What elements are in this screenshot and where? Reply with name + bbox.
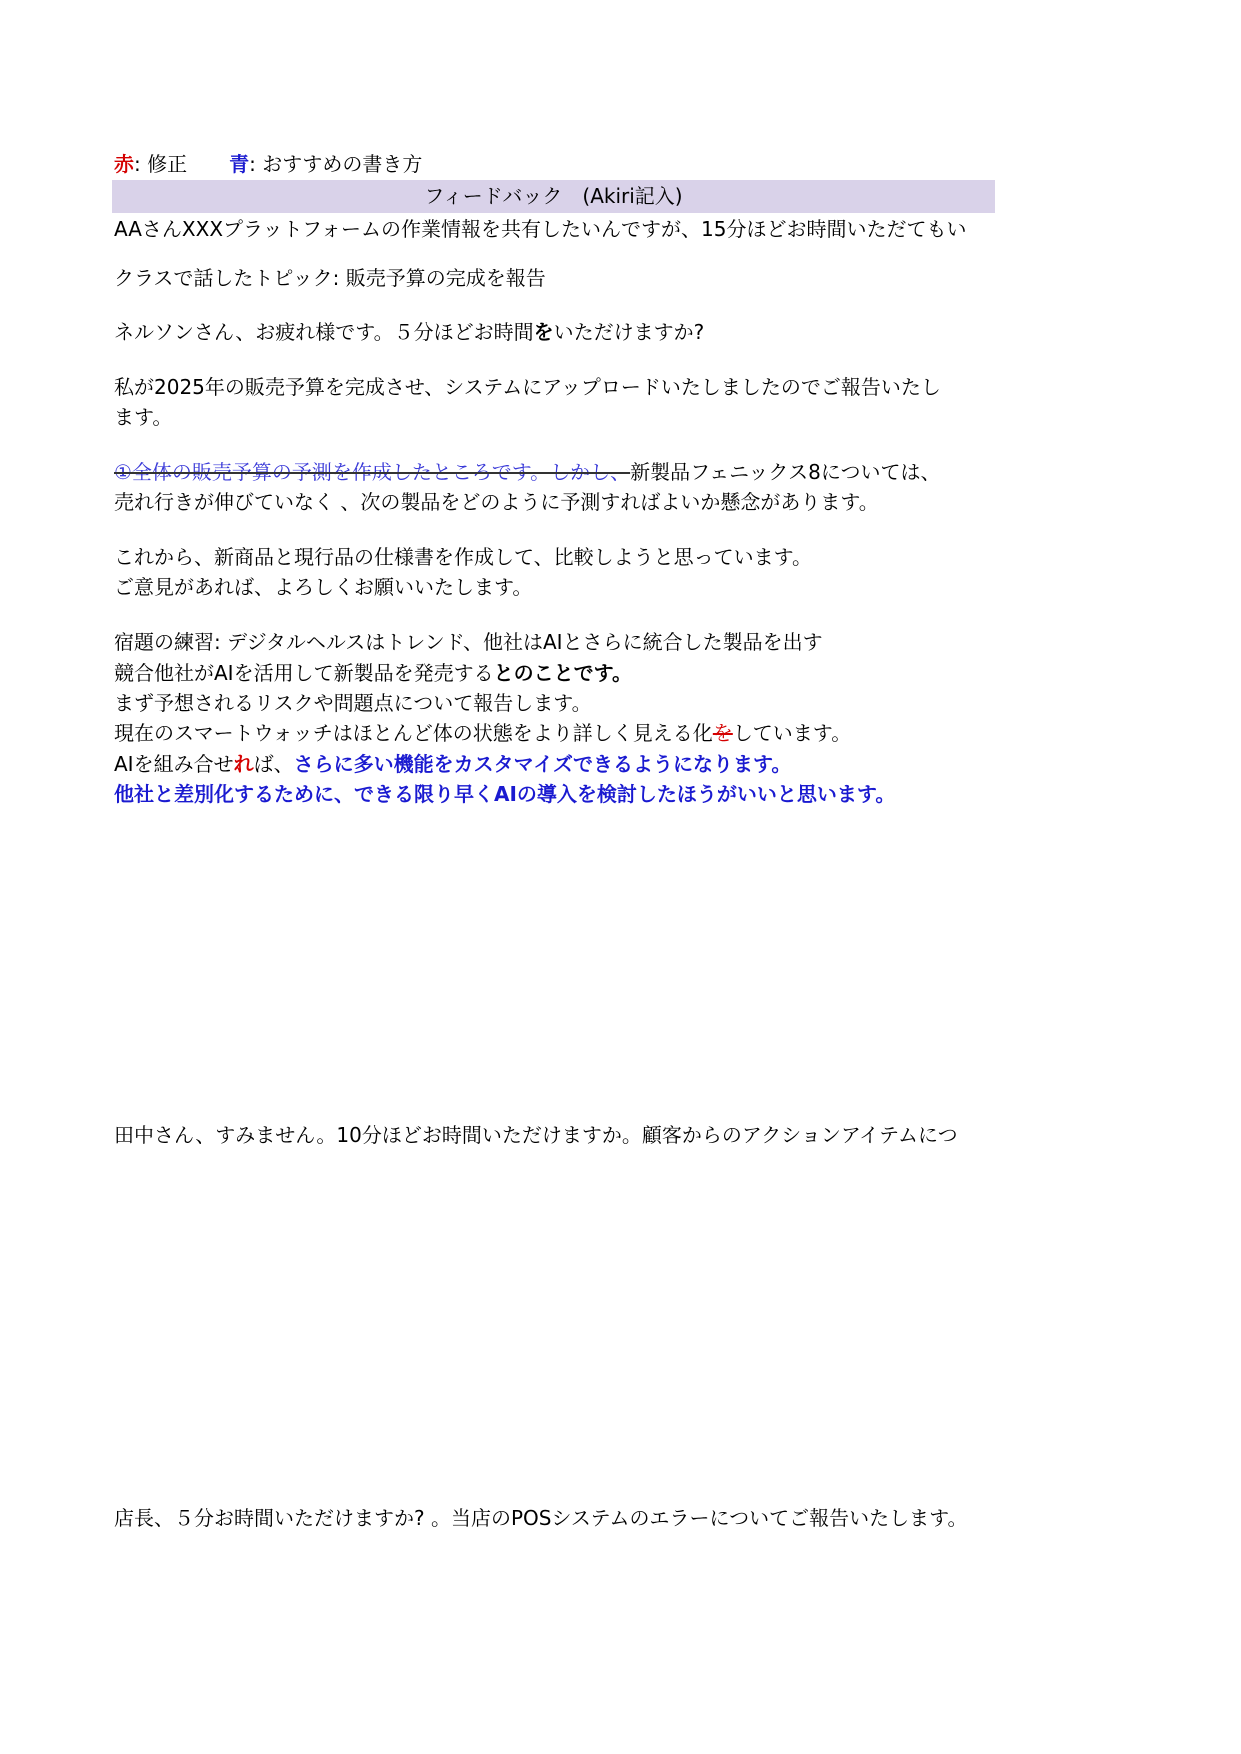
blue-suggestion: さらに多い機能をカスタマイズできるようになります。 (293, 752, 792, 776)
legend-blue-text: : おすすめの書き方 (249, 152, 423, 176)
struck-suggestion: ①全体の販売予算の予測を作成したところです。しかし、 (114, 460, 631, 484)
text-line (114, 718, 851, 748)
text-line: クラスで話したトピック: 販売予算の完成を報告 (114, 266, 546, 290)
text-run: いただけますか? (553, 320, 705, 344)
struck-correction: を (712, 721, 733, 745)
text-line: 私が2025年の販売予算を完成させ、システムにアップロードいたしましたのでご報告いたし (114, 375, 941, 399)
text-line: ます。 (114, 405, 173, 429)
bold-text-run: とのことです。 (493, 661, 632, 685)
text-run: ば、 (253, 752, 294, 776)
feedback-header: フィードバック (Akiri記入) (112, 180, 995, 213)
legend-blue-label: 青 (229, 152, 250, 176)
text-run: 競合他社がAIを活用して新製品を発売する (114, 661, 494, 685)
text-line (114, 317, 704, 347)
text-line: 店長、５分お時間いただけますか? 。当店のPOSシステムのエラーについてご報告いたします。 (114, 1506, 968, 1530)
text-line: まず予想されるリスクや問題点について報告します。 (114, 691, 592, 715)
text-run: AIを組み合せ (114, 752, 234, 776)
text-line (114, 658, 632, 688)
text-line: 田中さん、すみません。10分ほどお時間いただけますか。顧客からのアクションアイテムにつ (114, 1123, 958, 1147)
text-line: ご意見があれば、よろしくお願いいたします。 (114, 575, 533, 599)
text-line (114, 457, 940, 487)
red-correction: れ (233, 752, 254, 776)
legend-red-text: : 修正 (134, 152, 188, 176)
color-legend (114, 150, 422, 178)
text-run: 新製品フェニックス8については、 (630, 460, 941, 484)
text-run: 現在のスマートウォッチはほとんど体の状態をより詳しく見える化 (114, 721, 713, 745)
text-line (114, 749, 791, 779)
text-line: AAさんXXXプラットフォームの作業情報を共有したいんですが、15分ほどお時間いただてもい (114, 217, 967, 241)
text-run: しています。 (732, 721, 852, 745)
text-line: 売れ行きが伸びていなく 、次の製品をどのように予測すればよいか懸念があります。 (114, 490, 879, 514)
text-line: 宿題の練習: デジタルヘルスはトレンド、他社はAIとさらに統合した製品を出す (114, 630, 823, 654)
bold-text-run: を (533, 320, 554, 344)
legend-red-label: 赤 (114, 152, 134, 176)
text-run: ネルソンさん、お疲れ様です。５分ほどお時間 (114, 320, 534, 344)
blue-suggestion-line: 他社と差別化するために、できる限り早くAIの導入を検討したほうがいいと思います。 (114, 782, 896, 806)
text-line: これから、新商品と現行品の仕様書を作成して、比較しようと思っています。 (114, 545, 812, 569)
